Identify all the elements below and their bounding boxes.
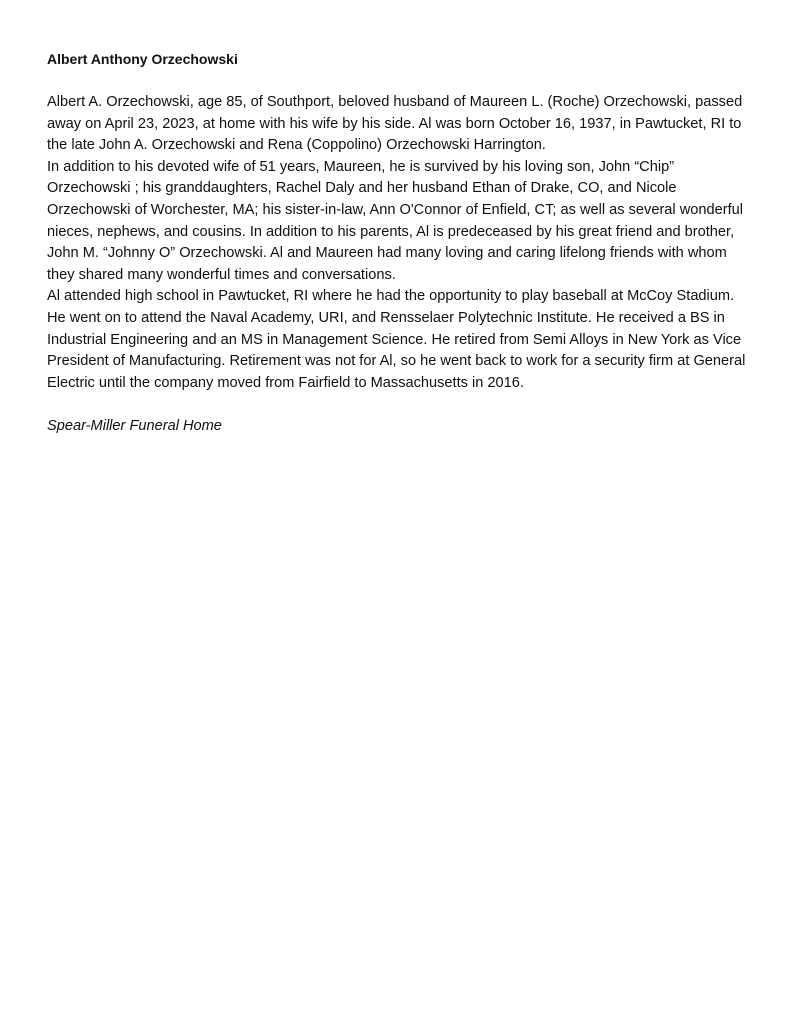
funeral-home-signature: Spear-Miller Funeral Home [47, 418, 222, 435]
paragraph-biography: Albert A. Orzechowski, age 85, of Southport, beloved husband of Maureen L. (Roche) Orzechowski, passed away on April 23, 2023, at home with his wife by his side. Al was born October 16, 1937, in Pawtucket, RI to the late John A. Orzechowski and Rena (Coppolino) Orzechowski Harrington. [47, 94, 743, 154]
paragraph-survivors: In addition to his devoted wife of 51 years, Maureen, he is survived by his loving son, John “Chip” Orzechowski ; his granddaughters, Rachel Daly and her husband Ethan of Drake, CO, and Nicole Orzechowski of Worchester, MA; his sister-in-law, Ann O'Connor of Enfield, CT; as well as several wonderful nieces, nephews, and cousins. In addition to his parents, Al is predeceased by his great friend and brother, John M. “Johnny O” Orzechowski. Al and Maureen had many loving and caring lifelong friends with whom they shared many wonderful times and conversations. [47, 158, 743, 283]
obituary-content [47, 48, 752, 437]
paragraph-career: Al attended high school in Pawtucket, RI where he had the opportunity to play baseball at McCoy Stadium. He went on to attend the Naval Academy, URI, and Rensselaer Polytechnic Institute. He received a BS in Industrial Engineering and an MS in Management Science. He retired from Semi Alloys in New York as Vice President of Manufacturing. Retirement was not for Al, so he went back to work for a security firm at General Electric until the company moved from Fairfield to Massachusetts in 2016. [47, 288, 746, 391]
page-title: Albert Anthony Orzechowski [47, 51, 238, 67]
obituary-body [47, 92, 752, 394]
